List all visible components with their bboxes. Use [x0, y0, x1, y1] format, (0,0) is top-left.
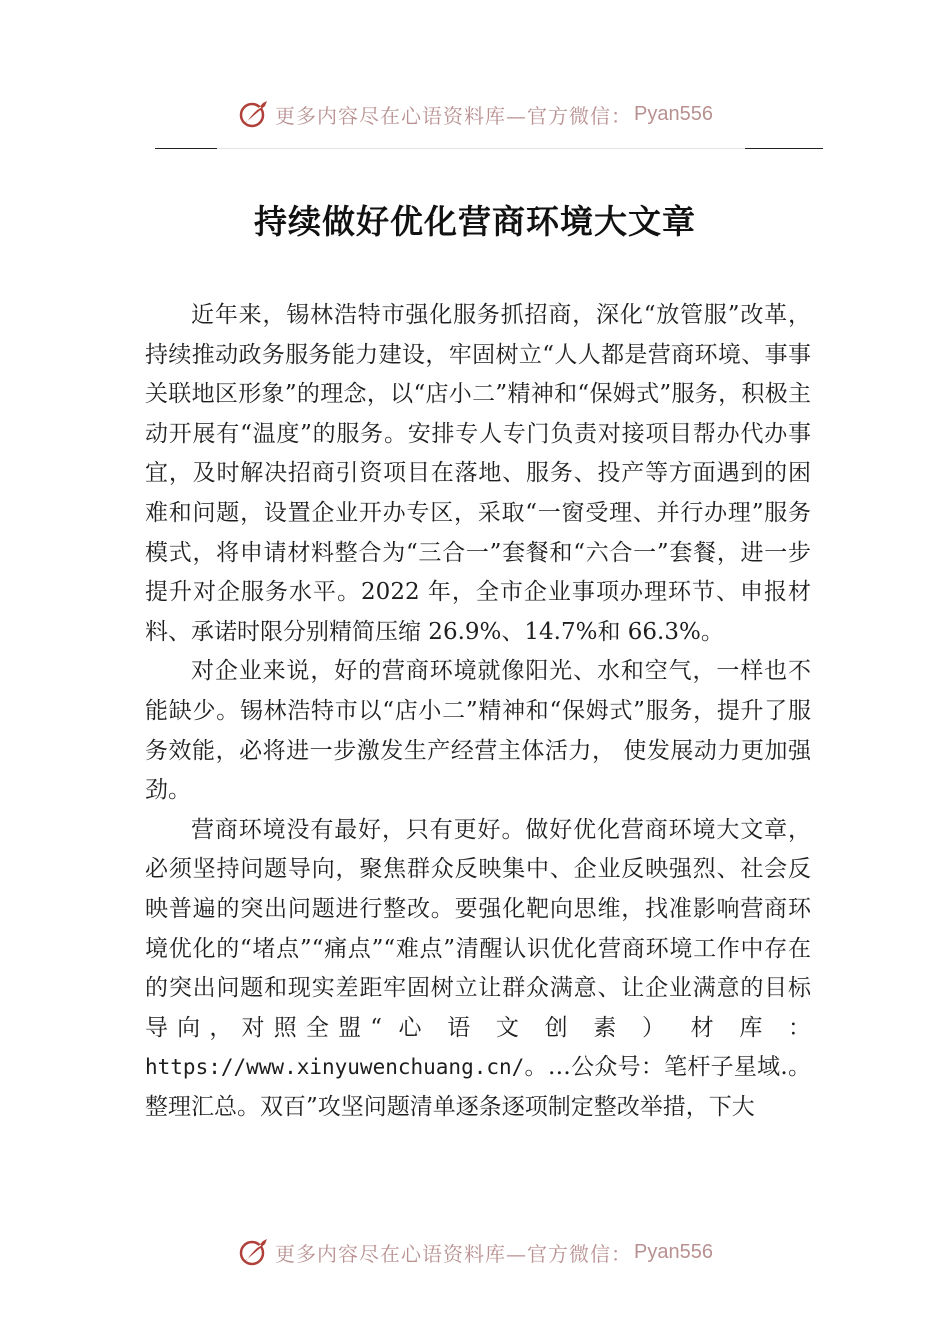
- paragraph-text: 营商环境没有最好，只有更好。做好优化营商环境大文章，必须坚持问题导向，聚焦群众反映集中、企业反映强烈、社会反映普遍的突出问题进行整改。要强化靶向思维，找准影响营商环境优化的“堵点”“痛点”“难点”清醒认识优化营商环境工作中存在的突出问题和现实差距牢固树立让群众满意、让企业满意的目标导向，对照全盟“ 心 语 文 创 素 ） 材 库 ：: [145, 816, 811, 1041]
- header-rule-left: [155, 148, 217, 149]
- quill-logo-icon: [237, 1235, 271, 1269]
- watermark-wechat-id: Pyan556: [634, 1240, 713, 1263]
- quill-logo-icon: [237, 97, 271, 131]
- paragraph: 近年来，锡林浩特市强化服务抓招商，深化“放管服”改革，持续推动政务服务能力建设，牢固树立“人人都是营商环境、事事关联地区形象”的理念，以“店小二”精神和“保姆式”服务，积极主动开展有“温度”的服务。安排专人专门负责对接项目帮办代办事宜，及时解决招商引资项目在落地、服务、投产等方面遇到的困难和问题，设置企业开办专区，采取“一窗受理、并行办理”服务模式，将申请材料整合为“三合一”套餐和“六合一”套餐，进一步提升对企服务水平。2022 年，全市企业事项办理环节、申报材料、承诺时限分别精简压缩 26.9%、14.7%和 66.3%。: [145, 302, 811, 645]
- paragraph-tail: 。…公众号：笔杆子星域.。整理汇总。双百”攻坚问题清单逐条逐项制定整改举措，下大: [145, 1054, 811, 1120]
- header-rule-right: [745, 148, 823, 149]
- footer-watermark: [0, 1230, 950, 1274]
- watermark-wechat-id: Pyan556: [634, 102, 713, 125]
- source-url: https://www.xinyuwenchuang.cn/: [145, 1055, 525, 1080]
- paragraph: [145, 811, 811, 1128]
- watermark-text: 更多内容尽在心语资料库—官方微信：: [275, 1241, 633, 1266]
- document-title: 持续做好优化营商环境大文章: [254, 202, 696, 241]
- paragraph: 对企业来说，好的营商环境就像阳光、水和空气，一样也不能缺少。锡林浩特市以“店小二”精神和“保姆式”服务，提升了服务效能，必将进一步激发生产经营主体活力， 使发展动力更加强劲。: [145, 658, 811, 804]
- header-watermark: [0, 92, 950, 136]
- watermark-text: 更多内容尽在心语资料库—官方微信：: [275, 103, 633, 128]
- header-rule-middle: [217, 148, 745, 149]
- document-body: [145, 296, 811, 1127]
